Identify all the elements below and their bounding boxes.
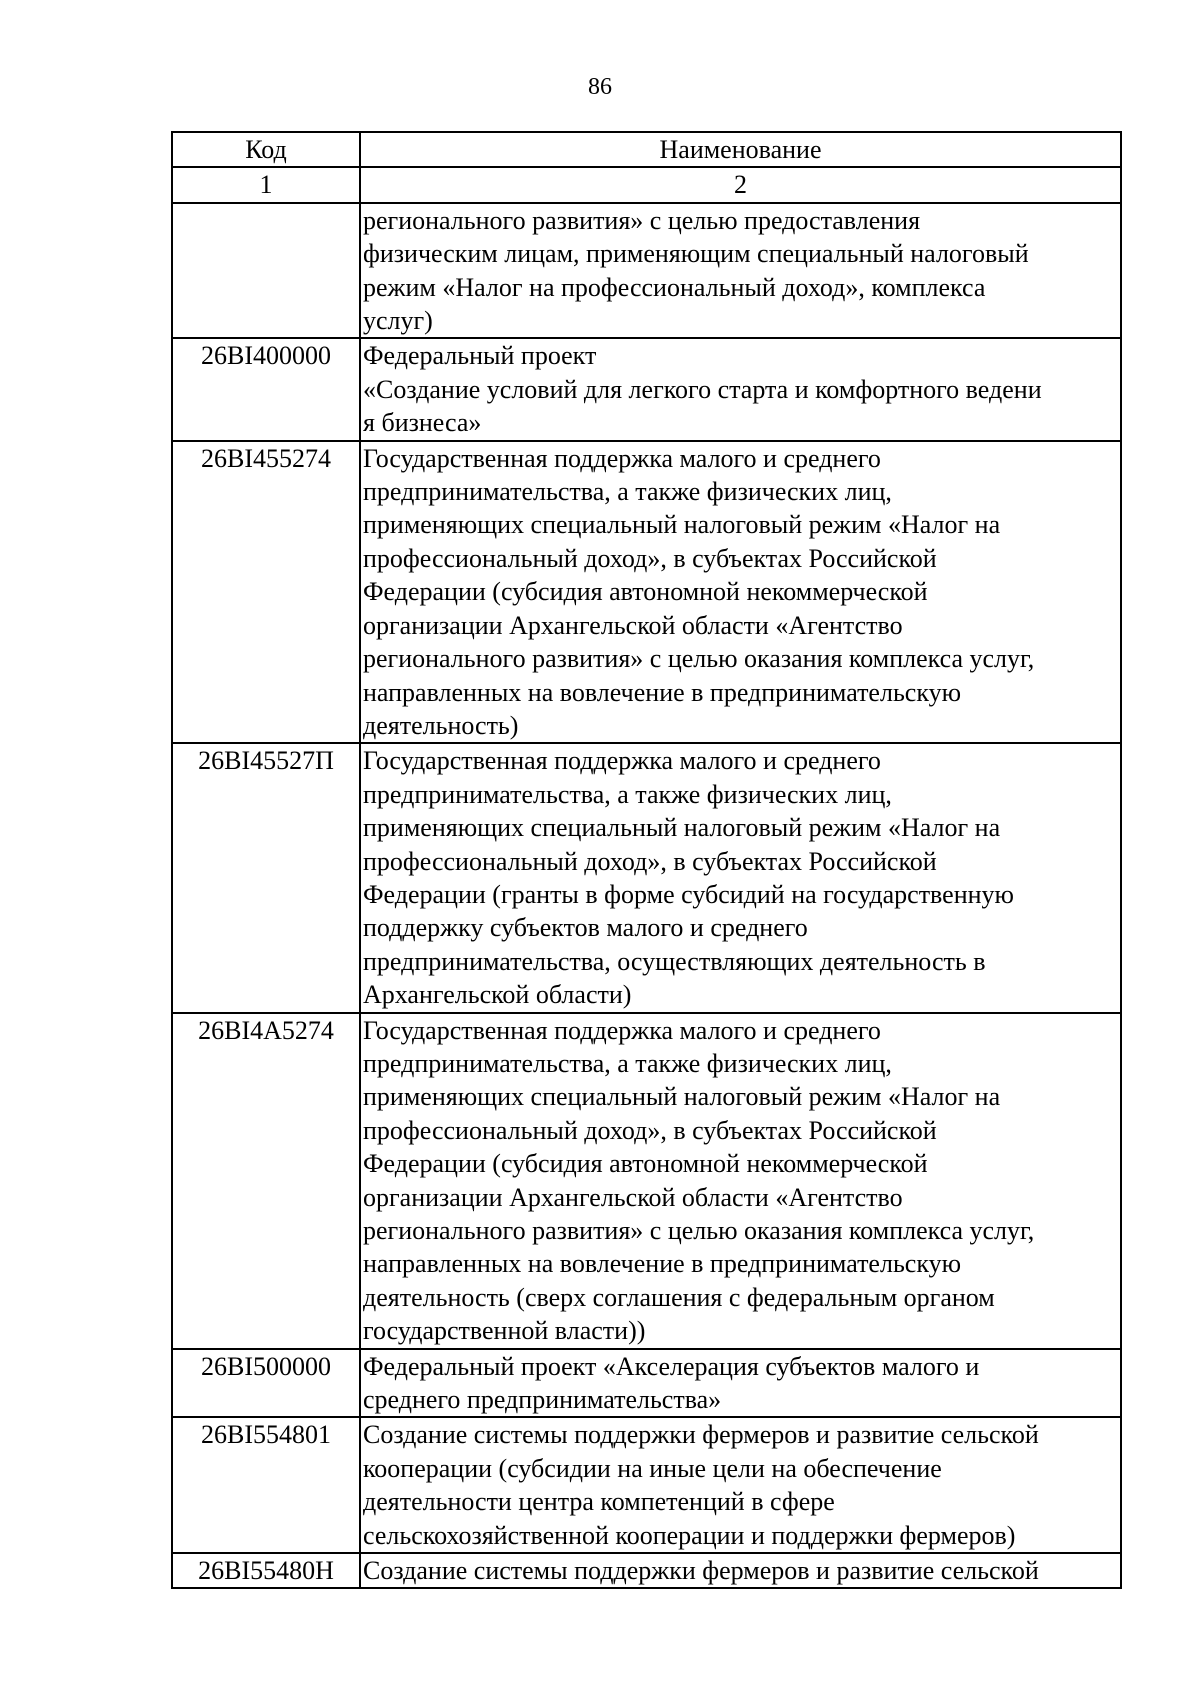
row-name [360,441,1121,744]
row-name-line: предпринимательства, осуществляющих деятельность в [363,946,986,976]
row-code: 26BI455274 [172,441,360,744]
row-name-line: кооперации (субсидии на иные цели на обеспечение [363,1453,942,1483]
row-code: 26BI4A5274 [172,1013,360,1349]
page-number: 86 [588,74,612,100]
table-row [172,1349,1121,1418]
row-name-line: среднего предпринимательства» [363,1385,722,1415]
row-name-line: направленных на вовлечение в предпринимательскую [363,677,962,707]
row-name-line: регионального развития» с целью оказания комплекса услуг, [363,644,1035,674]
row-name-line: «Создание условий для легкого старта и комфортного ведени [363,374,1042,404]
row-code: 26BI55480Н [172,1553,360,1588]
column-number-row [172,167,1121,202]
row-name-line: Федеральный проект [363,341,597,371]
row-name [360,338,1121,440]
row-name-line: Государственная поддержка малого и среднего [363,746,881,776]
row-name [360,1013,1121,1349]
header-row [172,132,1121,167]
row-name [360,1349,1121,1418]
header-code: Код [172,132,360,167]
row-name-line: организации Архангельской области «Агентство [363,610,903,640]
row-code [172,203,360,339]
row-name-line: предпринимательства, а также физических лиц, [363,779,892,809]
table-row [172,1417,1121,1553]
row-name-line: применяющих специальный налоговый режим «Налог на [363,510,1001,540]
table-row [172,743,1121,1012]
table-row [172,203,1121,339]
row-name-line: Федерации (гранты в форме субсидий на государственную [363,879,1014,909]
table-row [172,441,1121,744]
row-name-line: сельскохозяйственной кооперации и поддержки фермеров) [363,1520,1016,1550]
row-code: 26BI500000 [172,1349,360,1418]
table-body [172,203,1121,1589]
row-code: 26BI400000 [172,338,360,440]
row-name-line: услуг) [363,306,433,336]
row-name-line: профессиональный доход», в субъектах Российской [363,543,937,573]
row-name-line: профессиональный доход», в субъектах Российской [363,846,937,876]
row-name-line: деятельность) [363,710,519,740]
row-name-line: Государственная поддержка малого и среднего [363,1015,881,1045]
row-name-line: я бизнеса» [363,408,482,438]
row-name-line: Федерации (субсидия автономной некоммерческой [363,1149,928,1179]
row-name-line: применяющих специальный налоговый режим «Налог на [363,1082,1001,1112]
header-name: Наименование [360,132,1121,167]
column-number-1: 1 [172,167,360,202]
row-name [360,1417,1121,1553]
row-name [360,203,1121,339]
row-name-line: деятельность (сверх соглашения с федеральным органом [363,1282,995,1312]
row-name [360,1553,1121,1588]
row-name-line: Создание системы поддержки фермеров и развитие сельской [363,1556,1039,1586]
row-name-line: регионального развития» с целью оказания комплекса услуг, [363,1216,1035,1245]
table-row [172,338,1121,440]
row-name-line: регионального развития» с целью предоставления [363,205,921,235]
row-name-line: предпринимательства, а также физических лиц, [363,477,892,507]
table-row [172,1553,1121,1588]
row-name-line: государственной власти)) [363,1316,646,1346]
row-name-line: деятельности центра компетенций в сфере [363,1487,835,1517]
row-name-line: режим «Налог на профессиональный доход», комплекса [363,272,986,302]
row-name-line: физическим лицам, применяющим специальный налоговый [363,239,1029,269]
row-code: 26BI554801 [172,1417,360,1553]
row-name-line: применяющих специальный налоговый режим «Налог на [363,813,1001,843]
row-name-line: организации Архангельской области «Агентство [363,1182,903,1212]
row-name-line: профессиональный доход», в субъектах Российской [363,1115,937,1145]
classification-table [171,131,1122,1589]
row-name-line: Создание системы поддержки фермеров и развитие сельской [363,1420,1039,1450]
table-row [172,1013,1121,1349]
column-number-2: 2 [360,167,1121,202]
row-code: 26BI45527П [172,743,360,1012]
row-name-line: поддержку субъектов малого и среднего [363,913,808,943]
row-name-line: Федерации (субсидия автономной некоммерческой [363,577,928,607]
row-name [360,743,1121,1012]
row-name-line: Государственная поддержка малого и среднего [363,443,881,473]
row-name-line: направленных на вовлечение в предпринимательскую [363,1249,962,1279]
row-name-line: Архангельской области) [363,980,632,1010]
row-name-line: предпринимательства, а также физических лиц, [363,1048,892,1078]
row-name-line: Федеральный проект «Акселерация субъектов малого и [363,1351,980,1381]
